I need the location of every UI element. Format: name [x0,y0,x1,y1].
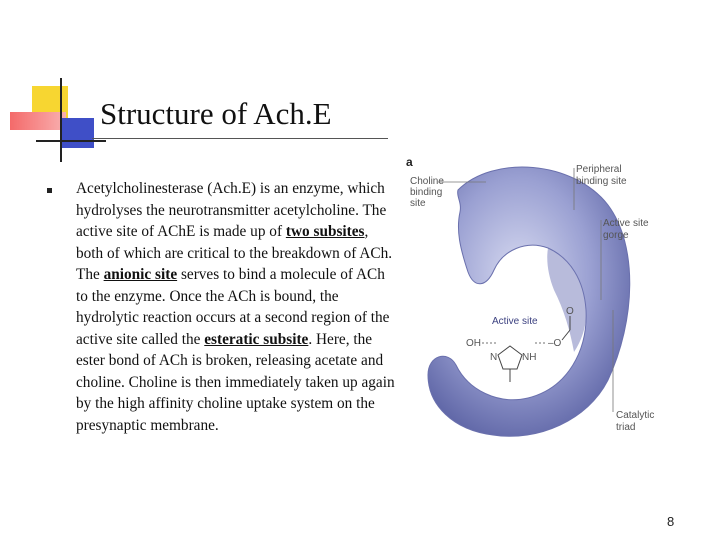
body-text-part: , both of which are critical to the breakdown of ACh. The [76,223,393,283]
carboxylate-bond [562,330,570,340]
term-esteratic-subsite: esteratic subsite [204,330,309,348]
label-peripheral-binding: Peripheral [576,164,622,175]
label-active-site-gorge: Active site [603,218,649,229]
body-text-part: Acetylcholinesterase (Ach.E) is an enzyme, which hydrolyses the neurotransmitter acetylcholine. The active site of AChE is made up of [76,180,387,240]
bullet-text [76,178,396,436]
label-catalytic-triad: triad [616,422,636,433]
label-catalytic-triad: Catalytic [616,410,655,421]
label-nh: NH [522,352,537,363]
label-choline-binding: Choline [410,176,444,187]
label-choline-binding: site [410,198,426,209]
term-two-subsites: two subsites [285,223,365,240]
label-oh: OH [466,338,481,349]
label-choline-binding: binding [410,187,443,198]
page-number: 8 [667,514,675,529]
imidazole-ring [498,346,522,369]
label-n: N [490,352,498,363]
bullet-marker [47,188,52,193]
label-o-minus: –O [548,338,562,349]
label-peripheral-binding: binding site [576,176,627,187]
enzyme-ring-shape [428,167,630,436]
label-active-site: Active site [492,316,538,327]
panel-label: a [406,155,413,169]
decorative-blue-square [60,118,94,148]
label-active-site-gorge: gorge [603,230,629,241]
body-text-part: . Here, the ester bond of ACh is broken, releasing acetate and choline. Choline is then immediately taken up again by the high affinity choline uptake system on the presynaptic membrane. [76,330,395,434]
label-o: O [566,306,574,317]
slide-title: Structure of Ach.E [100,96,332,131]
decorative-horizontal-line [36,140,106,142]
title-underline [92,138,388,139]
term-anionic-site: anionic site [103,266,178,283]
body-text-part: serves to bind a molecule of ACh to the enzyme. Once the ACh is bound, the hydrolytic reaction occurs at a second region of the active site called the [76,266,390,348]
decorative-vertical-line [60,78,62,162]
ache-structure-figure [398,150,668,450]
decorative-red-bar [10,112,66,130]
